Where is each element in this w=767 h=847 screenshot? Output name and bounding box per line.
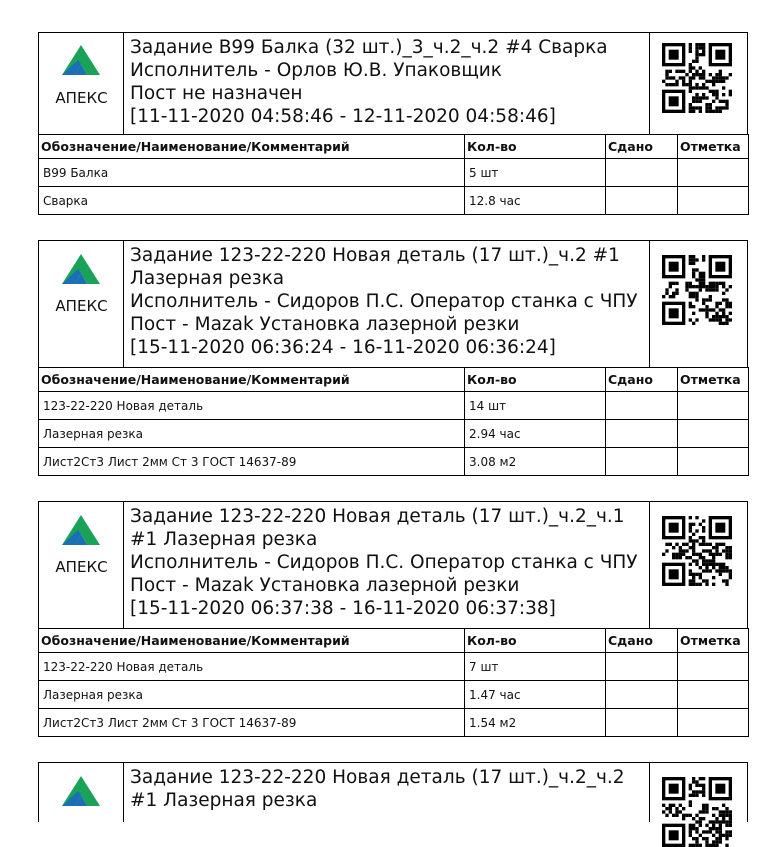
qr-cell [649, 241, 747, 367]
cell-name: Сварка [39, 187, 465, 215]
column-header-done: Сдано [606, 135, 678, 159]
cell-name: Лазерная резка [39, 681, 465, 709]
logo-text: АПЕКС [55, 89, 108, 107]
table-row [39, 709, 749, 737]
cell-mark [678, 681, 749, 709]
cell-mark [678, 709, 749, 737]
column-header-name: Обозначение/Наименование/Комментарий [39, 135, 465, 159]
title-line: Исполнитель - Сидоров П.С. Оператор станка с ЧПУ [130, 552, 638, 573]
column-header-qty: Кол-во [465, 368, 606, 392]
cell-qty: 5 шт [465, 159, 606, 187]
cell-qty: 14 шт [465, 392, 606, 420]
company-logo [39, 502, 124, 628]
qr-code-icon [662, 516, 732, 586]
title-line: Пост - Mazak Установка лазерной резки [130, 314, 520, 335]
qr-cell [649, 502, 747, 628]
cell-qty: 1.47 час [465, 681, 606, 709]
card-header [38, 32, 748, 134]
company-logo [39, 33, 124, 134]
cell-name: 123-22-220 Новая деталь [39, 653, 465, 681]
cell-name: Лазерная резка [39, 420, 465, 448]
cell-qty: 2.94 час [465, 420, 606, 448]
title-line: [11-11-2020 04:58:46 - 12-11-2020 04:58:46] [130, 106, 556, 127]
column-header-mark: Отметка [678, 135, 749, 159]
qr-code-icon [662, 255, 732, 325]
cell-name: B99 Балка [39, 159, 465, 187]
column-header-name: Обозначение/Наименование/Комментарий [39, 629, 465, 653]
logo-text: АПЕКС [55, 558, 108, 576]
task-table [38, 367, 749, 476]
title-line: Задание 123-22-220 Новая деталь (17 шт.)_ч.2_ч.2 [130, 767, 625, 788]
task-card-1 [38, 32, 748, 215]
cell-name: Лист2Ст3 Лист 2мм Ст 3 ГОСТ 14637-89 [39, 709, 465, 737]
column-header-done: Сдано [606, 629, 678, 653]
title-line: Задание B99 Балка (32 шт.)_3_ч.2_ч.2 #4 Сварка [130, 37, 608, 58]
card-header [38, 240, 748, 367]
card-header [38, 762, 748, 822]
title-line: [15-11-2020 06:37:38 - 16-11-2020 06:37:38] [130, 598, 556, 619]
cell-name: 123-22-220 Новая деталь [39, 392, 465, 420]
table-row [39, 392, 749, 420]
cell-mark [678, 653, 749, 681]
task-title [130, 36, 608, 128]
cell-done [606, 709, 678, 737]
apex-logo-icon [61, 253, 101, 285]
cell-done [606, 653, 678, 681]
apex-logo-icon [61, 775, 101, 807]
cell-mark [678, 392, 749, 420]
column-header-done: Сдано [606, 368, 678, 392]
cell-qty: 1.54 м2 [465, 709, 606, 737]
task-table [38, 628, 749, 737]
column-header-qty: Кол-во [465, 629, 606, 653]
qr-cell [649, 763, 747, 822]
cell-done [606, 392, 678, 420]
title-line: Лазерная резка [130, 268, 285, 289]
cell-qty: 3.08 м2 [465, 448, 606, 476]
title-line: [15-11-2020 06:36:24 - 16-11-2020 06:36:24] [130, 337, 556, 358]
apex-logo-icon [61, 44, 101, 76]
table-row [39, 420, 749, 448]
cell-mark [678, 159, 749, 187]
cell-mark [678, 187, 749, 215]
title-line: Задание 123-22-220 Новая деталь (17 шт.)_ч.2_ч.1 [130, 506, 625, 527]
task-title [130, 505, 638, 620]
task-card-2 [38, 240, 748, 476]
cell-qty: 7 шт [465, 653, 606, 681]
qr-code-icon [662, 777, 732, 847]
apex-logo-icon [61, 514, 101, 546]
column-header-mark: Отметка [678, 629, 749, 653]
task-title [130, 244, 638, 359]
task-card-4 [38, 762, 748, 822]
task-title [130, 766, 625, 812]
cell-mark [678, 420, 749, 448]
column-header-mark: Отметка [678, 368, 749, 392]
table-row [39, 187, 749, 215]
cell-done [606, 681, 678, 709]
table-row [39, 448, 749, 476]
logo-text: АПЕКС [55, 297, 108, 315]
table-row [39, 159, 749, 187]
title-line: Исполнитель - Сидоров П.С. Оператор станка с ЧПУ [130, 291, 638, 312]
table-row [39, 653, 749, 681]
company-logo [39, 241, 124, 367]
cell-name: Лист2Ст3 Лист 2мм Ст 3 ГОСТ 14637-89 [39, 448, 465, 476]
company-logo [39, 763, 124, 822]
task-table [38, 134, 749, 215]
column-header-qty: Кол-во [465, 135, 606, 159]
table-row [39, 681, 749, 709]
cell-done [606, 420, 678, 448]
title-line: Задание 123-22-220 Новая деталь (17 шт.)_ч.2 #1 [130, 245, 620, 266]
title-line: #1 Лазерная резка [130, 529, 318, 550]
cell-done [606, 448, 678, 476]
title-line: Пост не назначен [130, 83, 303, 104]
task-card-3 [38, 501, 748, 737]
column-header-name: Обозначение/Наименование/Комментарий [39, 368, 465, 392]
title-line: Исполнитель - Орлов Ю.В. Упаковщик [130, 60, 502, 81]
cell-mark [678, 448, 749, 476]
card-header [38, 501, 748, 628]
title-line: #1 Лазерная резка [130, 790, 318, 811]
cell-done [606, 159, 678, 187]
cell-qty: 12.8 час [465, 187, 606, 215]
cell-done [606, 187, 678, 215]
qr-code-icon [662, 43, 732, 113]
qr-cell [649, 33, 747, 134]
title-line: Пост - Mazak Установка лазерной резки [130, 575, 520, 596]
